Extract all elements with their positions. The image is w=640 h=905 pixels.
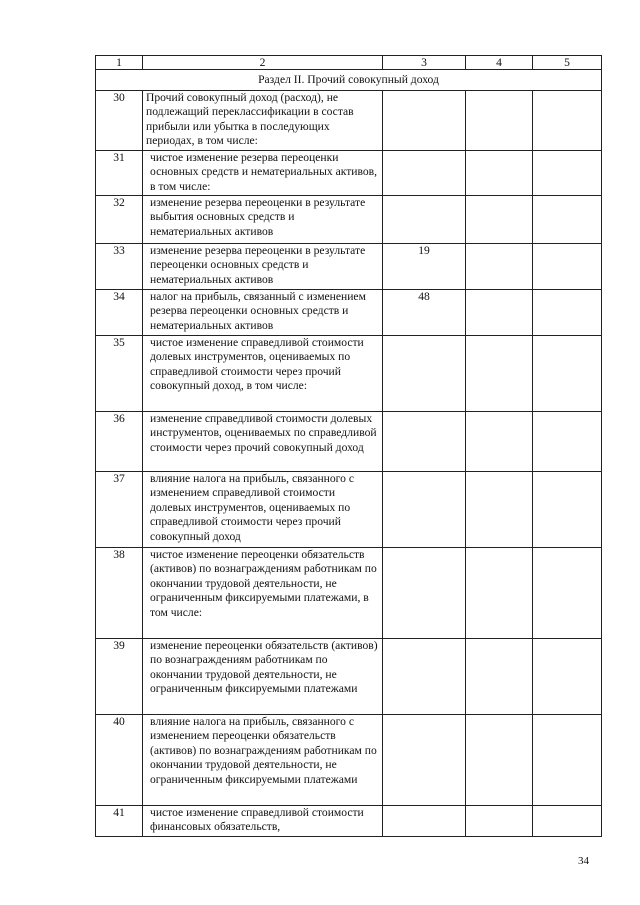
cell-col3 xyxy=(383,715,466,806)
cell-col3 xyxy=(383,548,466,639)
row-description: изменение резерва переоценки в результате переоценки основных средств и нематериальных активов xyxy=(143,244,383,290)
cell-col4 xyxy=(466,91,533,151)
column-header: 2 xyxy=(143,56,383,70)
row-description: влияние налога на прибыль, связанного с изменением переоценки обязательств (активов) по вознаграждениям работникам по окончании трудовой деятельности, не ограниченным фиксируемыми платежами xyxy=(143,715,383,806)
row-number: 31 xyxy=(96,151,143,196)
table-row xyxy=(96,151,602,196)
cell-col5 xyxy=(533,290,602,336)
row-number: 33 xyxy=(96,244,143,290)
cell-col4 xyxy=(466,244,533,290)
cell-col5 xyxy=(533,715,602,806)
cell-col5 xyxy=(533,806,602,837)
row-description: изменение переоценки обязательств (активов) по вознаграждениям работникам по окончании трудовой деятельности, не ограниченным фиксируемыми платежами xyxy=(143,639,383,715)
table-row xyxy=(96,91,602,151)
column-header: 4 xyxy=(466,56,533,70)
cell-col4 xyxy=(466,548,533,639)
row-number: 39 xyxy=(96,639,143,715)
column-header: 1 xyxy=(96,56,143,70)
table-row xyxy=(96,412,602,472)
table-row xyxy=(96,639,602,715)
column-header-row xyxy=(96,56,602,70)
row-number: 38 xyxy=(96,548,143,639)
page-number: 34 xyxy=(578,855,589,867)
section-header-row xyxy=(96,70,602,91)
row-description: изменение резерва переоценки в результате выбытия основных средств и нематериальных активов xyxy=(143,196,383,244)
report-table xyxy=(95,55,602,837)
row-description: чистое изменение резерва переоценки основных средств и нематериальных активов, в том числе: xyxy=(143,151,383,196)
section-title: Раздел II. Прочий совокупный доход xyxy=(96,70,602,91)
table-row xyxy=(96,472,602,548)
column-header: 3 xyxy=(383,56,466,70)
row-description: влияние налога на прибыль, связанного с изменением справедливой стоимости долевых инструментов, оцениваемых по справедливой стоимости через прочий совокупный доход xyxy=(143,472,383,548)
cell-col4 xyxy=(466,196,533,244)
table-row xyxy=(96,290,602,336)
row-description: чистое изменение переоценки обязательств (активов) по вознаграждениям работникам по окончании трудовой деятельности, не ограниченным фиксируемыми платежами, в том числе: xyxy=(143,548,383,639)
cell-col5 xyxy=(533,196,602,244)
row-number: 41 xyxy=(96,806,143,837)
row-description: Прочий совокупный доход (расход), не подлежащий переклассификации в состав прибыли или убытка в последующих периодах, в том числе: xyxy=(143,91,383,151)
table-row xyxy=(96,336,602,412)
row-number: 36 xyxy=(96,412,143,472)
cell-col3: 19 xyxy=(383,244,466,290)
cell-col4 xyxy=(466,412,533,472)
cell-col3: 48 xyxy=(383,290,466,336)
cell-col5 xyxy=(533,472,602,548)
cell-col5 xyxy=(533,639,602,715)
cell-col3 xyxy=(383,151,466,196)
cell-col3 xyxy=(383,639,466,715)
cell-col3 xyxy=(383,91,466,151)
cell-col5 xyxy=(533,151,602,196)
cell-col4 xyxy=(466,151,533,196)
cell-col3 xyxy=(383,336,466,412)
cell-col4 xyxy=(466,290,533,336)
cell-col4 xyxy=(466,336,533,412)
table-row xyxy=(96,806,602,837)
row-description: чистое изменение справедливой стоимости финансовых обязательств, xyxy=(143,806,383,837)
cell-col3 xyxy=(383,806,466,837)
table-row xyxy=(96,196,602,244)
cell-col5 xyxy=(533,336,602,412)
table-row xyxy=(96,548,602,639)
row-number: 40 xyxy=(96,715,143,806)
cell-col3 xyxy=(383,472,466,548)
cell-col3 xyxy=(383,412,466,472)
row-number: 30 xyxy=(96,91,143,151)
row-number: 35 xyxy=(96,336,143,412)
table-row xyxy=(96,244,602,290)
row-description: налог на прибыль, связанный с изменением резерва переоценки основных средств и нематериальных активов xyxy=(143,290,383,336)
cell-col3 xyxy=(383,196,466,244)
row-number: 34 xyxy=(96,290,143,336)
row-number: 37 xyxy=(96,472,143,548)
column-header: 5 xyxy=(533,56,602,70)
cell-col4 xyxy=(466,472,533,548)
row-description: изменение справедливой стоимости долевых инструментов, оцениваемых по справедливой стоимости через прочий совокупный доход xyxy=(143,412,383,472)
table-row xyxy=(96,715,602,806)
cell-col4 xyxy=(466,639,533,715)
cell-col5 xyxy=(533,91,602,151)
cell-col4 xyxy=(466,806,533,837)
cell-col4 xyxy=(466,715,533,806)
cell-col5 xyxy=(533,412,602,472)
cell-col5 xyxy=(533,244,602,290)
row-description: чистое изменение справедливой стоимости долевых инструментов, оцениваемых по справедливой стоимости через прочий совокупный доход, в том числе: xyxy=(143,336,383,412)
row-number: 32 xyxy=(96,196,143,244)
cell-col5 xyxy=(533,548,602,639)
